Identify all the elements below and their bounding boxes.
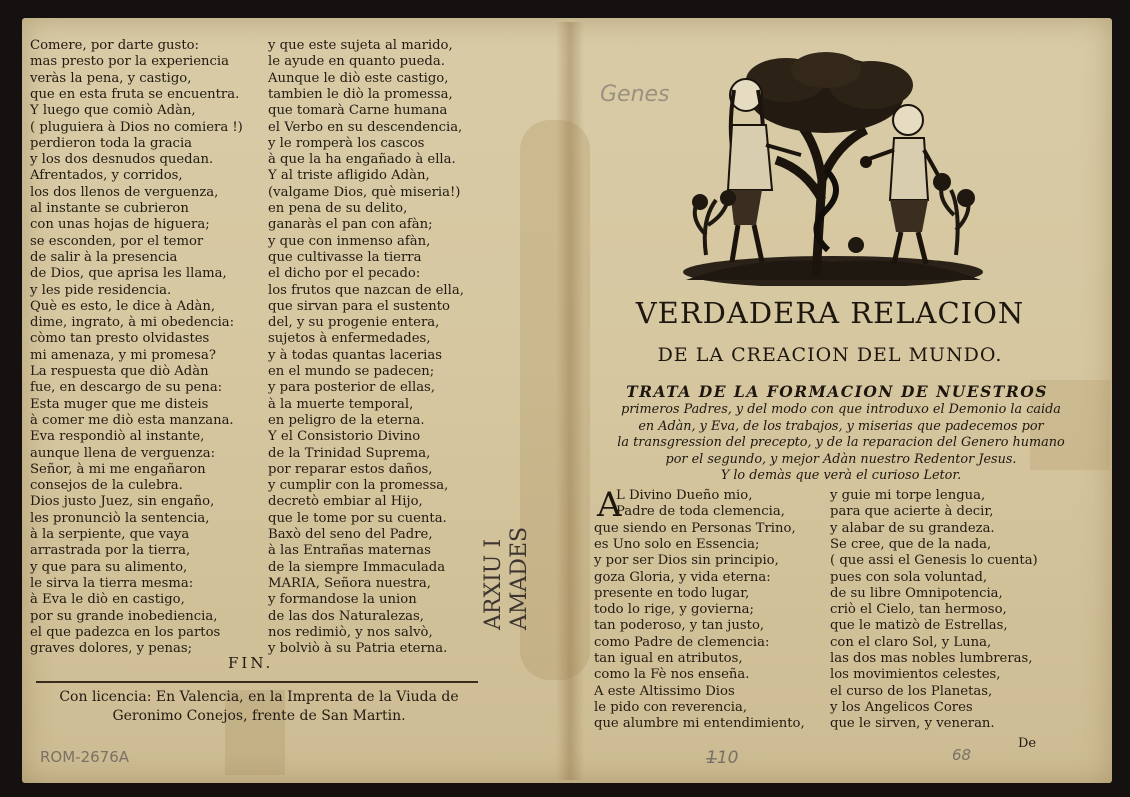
verse-line: que sirvan para el sustento bbox=[268, 298, 450, 314]
stamp-line: ARXIU I bbox=[481, 538, 506, 630]
handwritten-page-mark: 1̶10 bbox=[706, 748, 739, 768]
verse-line: como la Fè nos enseña. bbox=[594, 667, 750, 683]
license-line: Geronimo Conejos, frente de San Martin. bbox=[112, 708, 406, 724]
verse-line: de su libre Omnipotencia, bbox=[830, 585, 1003, 601]
verse-line: Se cree, que de la nada, bbox=[830, 536, 992, 552]
verse-line: y los dos desnudos quedan. bbox=[30, 152, 214, 168]
verse-line: y para posterior de ellas, bbox=[268, 380, 436, 396]
description-line: en Adàn, y Eva, de los trabajos, y miserias que padecemos por bbox=[638, 418, 1044, 434]
verse-line: fue, en descargo de su pena: bbox=[30, 380, 223, 396]
verse-line: de salir à la presencia bbox=[30, 249, 178, 265]
verse-line: y que para su alimento, bbox=[30, 559, 188, 575]
verse-line: para que acierte à decir, bbox=[830, 504, 994, 520]
verse-line: y à todas quantas lacerias bbox=[268, 347, 443, 363]
verse-line: que alumbre mi entendimiento, bbox=[594, 716, 805, 732]
description-line: Y lo demàs que verà el curioso Letor. bbox=[720, 468, 962, 483]
verse-line: à que la ha engañado à ella. bbox=[268, 152, 456, 168]
verse-line: decretò embiar al Hijo, bbox=[268, 494, 423, 510]
verse-line: le pido con reverencia, bbox=[594, 699, 748, 715]
verse-line: el dicho por el pecado: bbox=[268, 266, 421, 282]
license-line: Con licencia: En Valencia, en la Imprenta de la Viuda de bbox=[59, 689, 459, 705]
verse-line: (valgame Dios, què miseria!) bbox=[268, 184, 461, 200]
verse-line: que en esta fruta se encuentra. bbox=[30, 86, 240, 102]
verse-line: les pronunciò la sentencia, bbox=[30, 510, 210, 526]
verse-line: à la serpiente, que vaya bbox=[30, 527, 190, 542]
verse-line: de la siempre Immaculada bbox=[268, 559, 446, 575]
verse-line: nos redimiò, y nos salvò, bbox=[268, 624, 433, 640]
verse-line: y alabar de su grandeza. bbox=[830, 520, 995, 536]
verse-line: que siendo en Personas Trino, bbox=[594, 520, 796, 536]
verse-line: y guie mi torpe lengua, bbox=[830, 488, 986, 503]
verse-line: el Verbo en su descendencia, bbox=[268, 119, 463, 135]
verse-line: Baxò del seno del Padre, bbox=[268, 527, 433, 542]
verse-line: que tomarà Carne humana bbox=[268, 103, 448, 119]
verse-line: La respuesta que diò Adàn bbox=[30, 364, 209, 379]
verse-line: Y luego que comiò Adàn, bbox=[30, 103, 196, 119]
verse-line: L Divino Dueño mio, bbox=[616, 488, 753, 503]
verse-line: presente en todo lugar, bbox=[594, 585, 750, 601]
verse-line: las dos mas nobles lumbreras, bbox=[830, 651, 1033, 666]
verse-line: y por ser Dios sin principio, bbox=[594, 553, 779, 569]
verse-line: à la muerte temporal, bbox=[268, 396, 414, 412]
verse-line: Què es esto, le dice à Adàn, bbox=[30, 298, 216, 314]
verse-line: MARIA, Señora nuestra, bbox=[268, 575, 431, 591]
drop-cap: A bbox=[597, 485, 622, 525]
verse-line: por reparar estos daños, bbox=[268, 461, 433, 477]
verse-line: con el claro Sol, y Luna, bbox=[830, 634, 992, 650]
verse-line: criò el Cielo, tan hermoso, bbox=[830, 602, 1007, 618]
verse-line: Esta muger que me disteis bbox=[30, 396, 209, 412]
verse-line: còmo tan presto olvidastes bbox=[30, 331, 210, 347]
verse-line: como Padre de clemencia: bbox=[594, 634, 770, 650]
verse-line: dime, ingrato, à mi obedencia: bbox=[30, 315, 235, 331]
verse-line: consejos de la culebra. bbox=[30, 478, 183, 494]
verse-line: ( que assi el Genesis lo cuenta) bbox=[830, 553, 1038, 569]
verse-line: de las dos Naturalezas, bbox=[268, 608, 424, 624]
verse-line: ganaràs el pan con afàn; bbox=[268, 217, 433, 233]
verse-line: y bolviò à su Patria eterna. bbox=[268, 641, 448, 657]
verse-line: le ayude en quanto pueda. bbox=[268, 54, 445, 70]
verse-line: tambien le diò la promessa, bbox=[268, 86, 453, 102]
verse-line: y cumplir con la promessa, bbox=[268, 478, 449, 494]
verse-line: sujetos à enfermedades, bbox=[268, 331, 431, 347]
verse-line: mas presto por la experiencia bbox=[30, 54, 229, 70]
verse-line: Eva respondiò al instante, bbox=[30, 429, 205, 445]
verse-line: que le matizò de Estrellas, bbox=[830, 618, 1008, 634]
subtitle: DE LA CREACION DEL MUNDO. bbox=[657, 344, 1003, 366]
archive-stamp bbox=[480, 520, 560, 640]
verse-line: con unas hojas de higuera; bbox=[30, 217, 210, 233]
verse-line: los frutos que nazcan de ella, bbox=[268, 282, 464, 298]
verse-line: tan igual en atributos, bbox=[594, 651, 743, 666]
verse-line: de Dios, que aprisa les llama, bbox=[30, 266, 227, 282]
verse-line: los dos llenos de verguenza, bbox=[30, 184, 219, 200]
stamp-line: AMADES bbox=[507, 526, 532, 630]
adam-eve-woodcut bbox=[676, 50, 990, 286]
verse-line: y los Angelicos Cores bbox=[830, 699, 973, 715]
verse-line: en pena de su delito, bbox=[268, 201, 408, 216]
verse-line: Comere, por darte gusto: bbox=[30, 38, 199, 53]
verse-line: el que padezca en los partos bbox=[30, 624, 221, 640]
verse-line: los movimientos celestes, bbox=[830, 667, 1001, 683]
verse-line: Aunque le diò este castigo, bbox=[268, 70, 449, 86]
verse-line: à las Entrañas maternas bbox=[268, 543, 431, 559]
verse-line: Dios justo Juez, sin engaño, bbox=[30, 494, 215, 510]
verse-line: del, y su progenie entera, bbox=[268, 315, 440, 331]
verse-line: goza Gloria, y vida eterna: bbox=[594, 569, 771, 585]
verse-line: y le romperà los cascos bbox=[268, 135, 425, 151]
description-line: la transgression del precepto, y de la reparacion del Genero humano bbox=[617, 435, 1065, 450]
trata-heading: TRATA DE LA FORMACION DE NUESTROS bbox=[626, 382, 1048, 401]
printing-license bbox=[34, 688, 484, 726]
handwritten-note: Genes bbox=[600, 82, 670, 107]
description-line: por el segundo, y mejor Adàn nuestro Redentor Jesus. bbox=[665, 451, 1017, 467]
verse-line: A este Altissimo Dios bbox=[594, 683, 735, 699]
verse-line: en peligro de la eterna. bbox=[268, 412, 425, 428]
fin-label: FIN. bbox=[228, 654, 274, 672]
verse-line: Padre de toda clemencia, bbox=[616, 504, 785, 520]
verse-line: arrastrada por la tierra, bbox=[30, 543, 191, 559]
verse-line: veràs la pena, y castigo, bbox=[30, 70, 192, 86]
verse-line: todo lo rige, y govierna; bbox=[594, 602, 754, 618]
verse-line: Señor, à mi me engañaron bbox=[30, 461, 206, 477]
handwritten-number: 68 bbox=[952, 746, 972, 764]
verse-line: y formandose la union bbox=[268, 592, 417, 608]
verse-line: tan poderoso, y tan justo, bbox=[594, 618, 765, 634]
verse-line: ( pluguiera à Dios no comiera !) bbox=[30, 119, 243, 135]
main-title: VERDADERA RELACION bbox=[635, 296, 1025, 330]
verse-line: y les pide residencia. bbox=[30, 282, 172, 298]
verse-line: mi amenaza, y mi promesa? bbox=[30, 347, 216, 363]
verse-line: y que con inmenso afàn, bbox=[268, 233, 431, 249]
verse-line: en el mundo se padecen; bbox=[268, 364, 435, 379]
verse-line: y que este sujeta al marido, bbox=[268, 38, 453, 53]
catchword: De bbox=[1018, 736, 1037, 751]
verse-line: que cultivasse la tierra bbox=[268, 249, 422, 265]
verse-line: le sirva la tierra mesma: bbox=[30, 575, 194, 591]
verse-line: Y al triste afligido Adàn, bbox=[268, 168, 430, 184]
verse-line: Y el Consistorio Divino bbox=[268, 429, 421, 445]
verse-line: de la Trinidad Suprema, bbox=[268, 445, 431, 461]
verse-line: que le sirven, y veneran. bbox=[830, 716, 995, 732]
verse-line: es Uno solo en Essencia; bbox=[594, 536, 760, 552]
verse-line: se esconden, por el temor bbox=[30, 233, 204, 249]
verse-line: à comer me diò esta manzana. bbox=[30, 412, 234, 428]
verse-line: que le tome por su cuenta. bbox=[268, 510, 447, 526]
verse-line: Afrentados, y corridos, bbox=[30, 168, 183, 184]
verse-line: al instante se cubrieron bbox=[30, 201, 189, 216]
verse-line: el curso de los Planetas, bbox=[830, 683, 993, 699]
verse-line: aunque llena de verguenza: bbox=[30, 445, 216, 461]
description-line: primeros Padres, y del modo con que introduxo el Demonio la caida bbox=[621, 402, 1061, 417]
verse-line: à Eva le diò en castigo, bbox=[30, 592, 185, 608]
call-number: ROM-2676A bbox=[40, 748, 130, 766]
verse-line: pues con sola voluntad, bbox=[830, 569, 988, 585]
verse-line: perdieron toda la gracia bbox=[30, 135, 193, 151]
verse-line: por su grande inobediencia, bbox=[30, 608, 218, 624]
separator-rule bbox=[36, 681, 478, 683]
verse-line: graves dolores, y penas; bbox=[30, 641, 193, 657]
